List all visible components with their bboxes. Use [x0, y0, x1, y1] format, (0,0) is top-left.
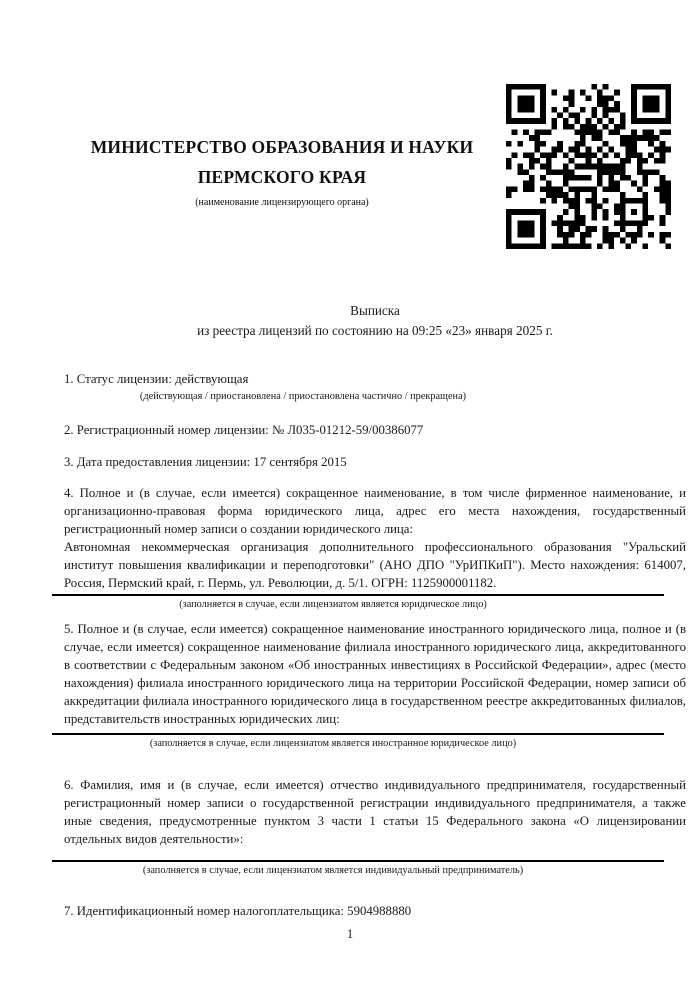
- qr-code: [506, 84, 671, 249]
- entrepreneur-caption: (заполняется в случае, если лицензиатом является индивидуальный предприниматель): [142, 865, 524, 876]
- foreign-entity-intro: 5. Полное и (в случае, если имеется) сокращенное наименование иностранного юридического лица, полное и (в случае, если имеется) сокращенное наименование филиала иностранного юридического лица, аккредитованного в соответствии с Федеральным законом «Об иностранных инвестициях в Российской Федерации», адрес (место нахождения) филиала иностранного юридического лица на территории Российской Федерации, номер записи об аккредитации филиала иностранного юридического лица в государственном реестре аккредитованных филиалов, представительств иностранных юридических лиц:: [64, 622, 686, 726]
- ministry-name-line1: МИНИСТЕРСТВО ОБРАЗОВАНИЯ И НАУКИ: [90, 137, 474, 157]
- ministry-name-line2: ПЕРМСКОГО КРАЯ: [197, 167, 367, 187]
- license-status-line: 1. Статус лицензии: действующая: [64, 372, 249, 386]
- ministry-caption: (наименование лицензирующего органа): [195, 197, 369, 208]
- grant-date-line: 3. Дата предоставления лицензии: 17 сентября 2015: [64, 455, 347, 469]
- foreign-entity-section: [64, 620, 686, 750]
- legal-entity-intro: 4. Полное и (в случае, если имеется) сокращенное наименование, в том числе фирменное наименование, и организационно-правовая форма юридического лица, адрес его места нахождения, государственный регистрационный номер записи о создании юридического лица:: [64, 486, 686, 536]
- legal-entity-caption: (заполняется в случае, если лицензиатом является юридическое лицо): [179, 599, 487, 610]
- taxpayer-number-line: 7. Идентификационный номер налогоплательщика: 5904988880: [64, 904, 412, 918]
- document-title-block: [64, 301, 686, 340]
- entrepreneur-section: [64, 776, 686, 877]
- foreign-entity-caption: (заполняется в случае, если лицензиатом является иностранное юридическое лицо): [149, 738, 517, 749]
- fill-line: [52, 594, 664, 596]
- registration-number-line: 2. Регистрационный номер лицензии: № Л035-01212-59/00386077: [64, 423, 424, 437]
- document-title: Выписка: [350, 303, 400, 318]
- legal-entity-value: Автономная некоммерческая организация дополнительного профессионального образования "Уральский институт повышения квалификации и переподготовки" (АНО ДПО "УрИПКиП"). Место нахождения: 614007, Россия, Пермский край, г. Пермь, ул. Революции, д. 5/1. ОГРН: 1125900001182.: [64, 540, 686, 590]
- status-options-caption: (действующая / приостановлена / приостановлена частично / прекращена): [139, 391, 467, 402]
- document-subtitle: из реестра лицензий по состоянию на 09:25 «23» января 2025 г.: [197, 322, 553, 338]
- page-number: 1: [346, 927, 354, 941]
- ministry-header: [64, 132, 500, 209]
- entrepreneur-intro: 6. Фамилия, имя и (в случае, если имеется) отчество индивидуального предпринимателя, государственный регистрационный номер записи о государственной регистрации индивидуального предпринимателя, а также иные сведения, предусмотренные пунктом 3 части 1 статьи 15 Федерального закона «О лицензировании отдельных видов деятельности»:: [64, 778, 686, 846]
- fill-line: [52, 860, 664, 862]
- legal-entity-section: [64, 484, 686, 611]
- fill-line: [52, 733, 664, 735]
